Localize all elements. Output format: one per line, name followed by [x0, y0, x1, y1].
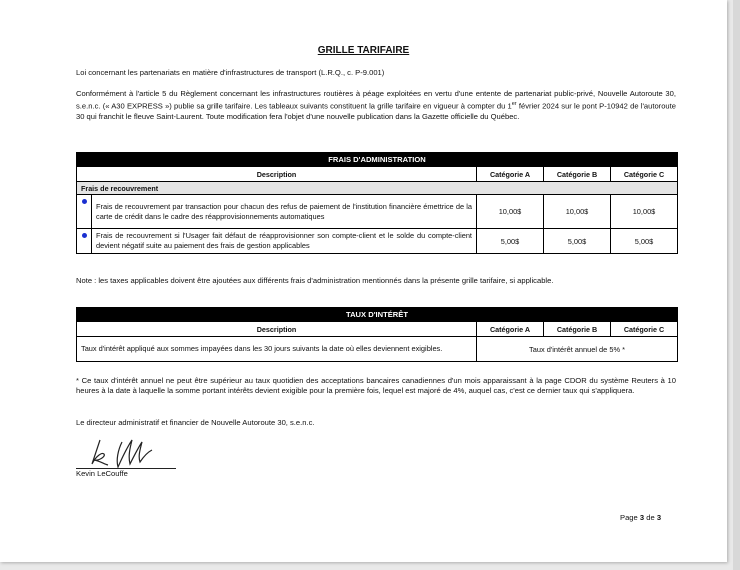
table-row — [77, 195, 678, 229]
page-number — [620, 513, 661, 522]
intro-paragraph: Conformément à l'article 5 du Règlement concernant les infrastructures routières à péage exploitées en vertu d'une entente de partenariat public-privé, Nouvelle Autoroute 30, s.e.n.c. (« A30 EXPRESS ») publie sa grille tarifaire. Les tableaux suivants constituent la grille tarifaire en vigueur à compter du 1er février 2024 sur le pont P-10942 de l'autoroute 30 qui franchit le fleuve Saint-Laurent. Toute modification fera l'objet d'une nouvelle publication dans la Gazette officielle du Québec. — [76, 89, 676, 121]
col-description: Description — [77, 167, 477, 182]
director-line: Le directeur administratif et financier de Nouvelle Autoroute 30, s.e.n.c. — [76, 418, 315, 427]
window-edge — [733, 0, 740, 570]
table-row — [77, 337, 678, 362]
row-value-a: 10,00$ — [477, 195, 544, 229]
interest-rate-value: Taux d'intérêt annuel de 5% * — [477, 337, 678, 362]
page-of: de — [646, 513, 655, 522]
row-value-c: 5,00$ — [611, 229, 678, 254]
col-category-c: Catégorie C — [611, 167, 678, 182]
col-category-a: Catégorie A — [477, 322, 544, 337]
signature-image — [78, 434, 178, 472]
col-description: Description — [77, 322, 477, 337]
page-title: GRILLE TARIFAIRE — [317, 45, 410, 56]
admin-fees-table — [76, 152, 678, 254]
law-reference: Loi concernant les partenariats en matière d'infrastructures de transport (L.R.Q., c. P-9.001) — [76, 68, 385, 77]
row-description: Frais de recouvrement par transaction pour chacun des refus de paiement de l'institution financière émettrice de la carte de crédit dans le cadre des réapprovisionnements automatiques — [92, 195, 477, 229]
col-category-b: Catégorie B — [544, 322, 611, 337]
signer-name: Kevin LeCouffe — [76, 469, 128, 478]
page-current: 3 — [639, 513, 645, 522]
row-value-a: 5,00$ — [477, 229, 544, 254]
interest-table — [76, 307, 678, 362]
bullet-icon — [77, 195, 92, 229]
taxes-note: Note : les taxes applicables doivent être ajoutées aux différents frais d'administration mentionnés dans la présente grille tarifaire, si applicable. — [76, 276, 554, 285]
row-value-b: 5,00$ — [544, 229, 611, 254]
row-value-c: 10,00$ — [611, 195, 678, 229]
table-row — [77, 229, 678, 254]
interest-footnote: * Ce taux d'intérêt annuel ne peut être supérieur au taux quotidien des acceptations bancaires canadiennes d'un mois apparaissant à la page CDOR du système Reuters à 10 heures à la date à laquelle la somme portant intérêts devient exigible pour la première fois, lequel est majoré de 4%, auquel cas, c'est ce dernier taux qui s'appliquera. — [76, 376, 676, 396]
admin-table-heading: FRAIS D'ADMINISTRATION — [77, 153, 678, 167]
bullet-icon — [77, 229, 92, 254]
page-label: Page — [620, 513, 638, 522]
col-category-a: Catégorie A — [477, 167, 544, 182]
row-value-b: 10,00$ — [544, 195, 611, 229]
interest-table-heading: TAUX D'INTÉRÊT — [77, 308, 678, 322]
col-category-c: Catégorie C — [611, 322, 678, 337]
section-recouvrement: Frais de recouvrement — [77, 182, 678, 195]
page-total: 3 — [656, 513, 662, 522]
row-description: Taux d'intérêt appliqué aux sommes impayées dans les 30 jours suivants la date où elles deviennent exigibles. — [77, 337, 477, 362]
col-category-b: Catégorie B — [544, 167, 611, 182]
row-description: Frais de recouvrement si l'Usager fait défaut de réapprovisionner son compte-client et le solde du compte-client devient négatif suite au paiement des frais de gestion applicables — [92, 229, 477, 254]
